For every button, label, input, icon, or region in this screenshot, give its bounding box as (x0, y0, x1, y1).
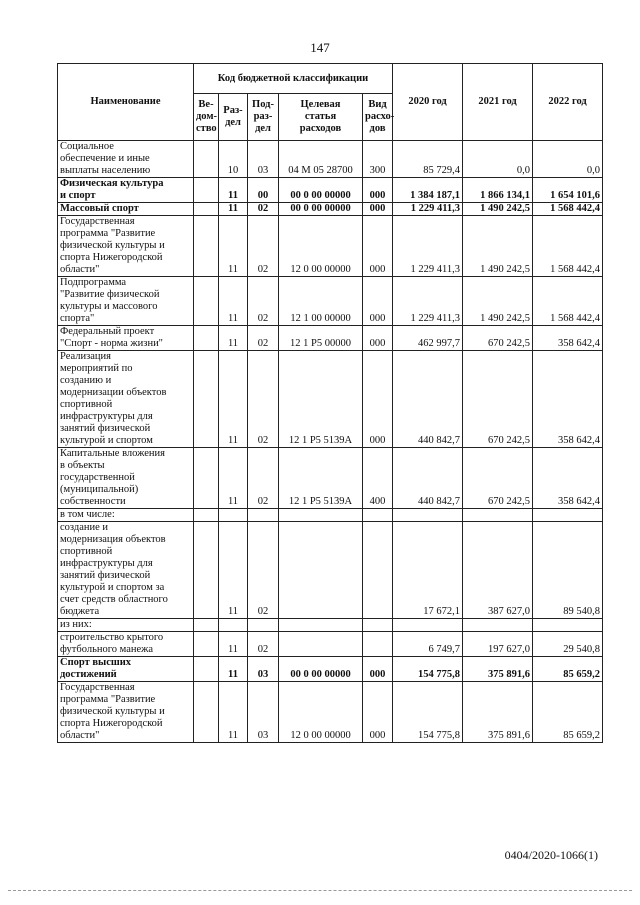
header-podrazdel: Под- раз- дел (248, 94, 279, 141)
cell-cel: 12 1 Р5 5139А (279, 448, 363, 509)
table-row (58, 216, 603, 277)
budget-table (57, 63, 603, 743)
cell-cel: 00 0 00 00000 (279, 178, 363, 203)
cell-name: в том числе: (58, 509, 194, 522)
cell-podrazdel: 02 (248, 277, 279, 326)
cell-y2022 (533, 509, 603, 522)
cell-podrazdel: 02 (248, 522, 279, 619)
cell-name: из них: (58, 619, 194, 632)
table-row (58, 682, 603, 743)
page-number: 147 (310, 40, 330, 55)
cell-y2021: 1 490 242,5 (463, 216, 533, 277)
cell-razdel: 11 (219, 216, 248, 277)
cell-name: строительство крытого футбольного манежа (58, 632, 194, 657)
cell-name: Реализация мероприятий по созданию и модернизации объектов спортивной инфраструктуры для занятий физической культурой и спортом (58, 351, 194, 448)
cell-ved (194, 619, 219, 632)
cell-name: Спорт высших достижений (58, 657, 194, 682)
cell-y2020: 1 229 411,3 (393, 203, 463, 216)
cell-vid: 000 (363, 277, 393, 326)
table-row (58, 351, 603, 448)
cell-ved (194, 178, 219, 203)
cell-y2020 (393, 619, 463, 632)
cell-podrazdel: 00 (248, 178, 279, 203)
cell-y2020: 1 229 411,3 (393, 216, 463, 277)
cell-y2022: 0,0 (533, 141, 603, 178)
cell-y2021: 375 891,6 (463, 657, 533, 682)
cell-podrazdel: 02 (248, 448, 279, 509)
cell-podrazdel: 03 (248, 141, 279, 178)
cell-ved (194, 351, 219, 448)
cell-y2021: 0,0 (463, 141, 533, 178)
cell-y2021: 670 242,5 (463, 448, 533, 509)
table-row (58, 632, 603, 657)
cell-y2022: 85 659,2 (533, 657, 603, 682)
cell-y2020: 154 775,8 (393, 657, 463, 682)
cell-y2021: 1 490 242,5 (463, 203, 533, 216)
cell-podrazdel: 03 (248, 657, 279, 682)
cell-y2022: 358 642,4 (533, 351, 603, 448)
table-row (58, 326, 603, 351)
cell-y2020: 462 997,7 (393, 326, 463, 351)
header-2022: 2022 год (533, 64, 603, 141)
header-vid: Вид расхо- дов (363, 94, 393, 141)
cell-y2021: 1 490 242,5 (463, 277, 533, 326)
cell-y2022: 358 642,4 (533, 448, 603, 509)
cell-ved (194, 141, 219, 178)
header-razdel: Раз- дел (219, 94, 248, 141)
table-body (58, 141, 603, 743)
cell-razdel (219, 619, 248, 632)
cell-cel: 12 1 Р5 5139А (279, 351, 363, 448)
header-name: Наименование (58, 64, 194, 141)
cell-y2021 (463, 509, 533, 522)
cell-y2020: 6 749,7 (393, 632, 463, 657)
cell-podrazdel: 02 (248, 351, 279, 448)
cell-cel: 00 0 00 00000 (279, 203, 363, 216)
cell-vid: 000 (363, 216, 393, 277)
cell-name: Подпрограмма "Развитие физической культуры и массового спорта" (58, 277, 194, 326)
cell-cel (279, 509, 363, 522)
table-row (58, 522, 603, 619)
cell-y2021: 387 627,0 (463, 522, 533, 619)
cell-podrazdel (248, 619, 279, 632)
cell-razdel: 11 (219, 203, 248, 216)
cell-cel: 00 0 00 00000 (279, 657, 363, 682)
cell-name: Федеральный проект "Спорт - норма жизни" (58, 326, 194, 351)
cell-y2021: 670 242,5 (463, 351, 533, 448)
cell-y2021: 197 627,0 (463, 632, 533, 657)
cell-y2020: 85 729,4 (393, 141, 463, 178)
cell-name: Капитальные вложения в объекты государственной (муниципальной) собственности (58, 448, 194, 509)
cell-y2022: 358 642,4 (533, 326, 603, 351)
cell-y2022 (533, 619, 603, 632)
cell-razdel: 10 (219, 141, 248, 178)
cell-y2021: 375 891,6 (463, 682, 533, 743)
cell-podrazdel: 02 (248, 203, 279, 216)
cell-vid: 000 (363, 682, 393, 743)
cell-podrazdel: 02 (248, 632, 279, 657)
cell-ved (194, 509, 219, 522)
cell-y2020: 1 229 411,3 (393, 277, 463, 326)
cell-vid: 000 (363, 178, 393, 203)
cell-y2020: 440 842,7 (393, 351, 463, 448)
table-row (58, 448, 603, 509)
cell-name: Государственная программа "Развитие физической культуры и спорта Нижегородской области" (58, 216, 194, 277)
table-row (58, 141, 603, 178)
cell-cel (279, 619, 363, 632)
cell-y2020: 17 672,1 (393, 522, 463, 619)
table-row (58, 178, 603, 203)
cell-podrazdel: 02 (248, 216, 279, 277)
cell-vid (363, 522, 393, 619)
cell-y2022: 85 659,2 (533, 682, 603, 743)
cell-y2021 (463, 619, 533, 632)
cell-ved (194, 522, 219, 619)
document-code: 0404/2020-1066(1) (504, 848, 598, 862)
header-ved: Ве- дом- ство (194, 94, 219, 141)
cell-podrazdel: 03 (248, 682, 279, 743)
cell-razdel: 11 (219, 657, 248, 682)
cell-vid (363, 619, 393, 632)
cell-y2022: 1 568 442,4 (533, 203, 603, 216)
cell-y2021: 1 866 134,1 (463, 178, 533, 203)
cell-name: создание и модернизация объектов спортивной инфраструктуры для занятий физической культурой и спортом за счет средств областного бюджета (58, 522, 194, 619)
cell-razdel: 11 (219, 632, 248, 657)
cell-name: Социальное обеспечение и иные выплаты населению (58, 141, 194, 178)
cell-vid: 400 (363, 448, 393, 509)
cell-razdel: 11 (219, 277, 248, 326)
cell-y2020: 440 842,7 (393, 448, 463, 509)
cell-vid (363, 632, 393, 657)
cell-razdel: 11 (219, 326, 248, 351)
cell-podrazdel (248, 509, 279, 522)
table-row (58, 657, 603, 682)
cell-vid: 000 (363, 351, 393, 448)
cell-y2022: 1 568 442,4 (533, 277, 603, 326)
cell-cel: 12 1 Р5 00000 (279, 326, 363, 351)
cell-razdel: 11 (219, 448, 248, 509)
cell-razdel: 11 (219, 682, 248, 743)
cell-ved (194, 216, 219, 277)
header-2021: 2021 год (463, 64, 533, 141)
cell-ved (194, 203, 219, 216)
cell-razdel: 11 (219, 522, 248, 619)
cell-cel: 04 М 05 28700 (279, 141, 363, 178)
cell-razdel: 11 (219, 351, 248, 448)
cell-razdel: 11 (219, 178, 248, 203)
cell-vid: 000 (363, 326, 393, 351)
table-row (58, 203, 603, 216)
table-row (58, 277, 603, 326)
cell-podrazdel: 02 (248, 326, 279, 351)
cell-ved (194, 657, 219, 682)
cell-vid: 300 (363, 141, 393, 178)
cell-vid (363, 509, 393, 522)
cell-cel (279, 522, 363, 619)
cell-y2022: 29 540,8 (533, 632, 603, 657)
cell-y2020: 1 384 187,1 (393, 178, 463, 203)
cell-vid: 000 (363, 203, 393, 216)
cell-razdel (219, 509, 248, 522)
cell-ved (194, 632, 219, 657)
table-row (58, 619, 603, 632)
cell-cel: 12 1 00 00000 (279, 277, 363, 326)
cell-ved (194, 682, 219, 743)
cell-cel: 12 0 00 00000 (279, 682, 363, 743)
cell-ved (194, 448, 219, 509)
cell-name: Государственная программа "Развитие физической культуры и спорта Нижегородской области" (58, 682, 194, 743)
cell-y2020 (393, 509, 463, 522)
header-cel: Целевая статья расходов (279, 94, 363, 141)
cell-ved (194, 277, 219, 326)
cell-y2022: 1 568 442,4 (533, 216, 603, 277)
cell-name: Физическая культура и спорт (58, 178, 194, 203)
table-row (58, 509, 603, 522)
cell-vid: 000 (363, 657, 393, 682)
cell-y2021: 670 242,5 (463, 326, 533, 351)
cell-cel: 12 0 00 00000 (279, 216, 363, 277)
cell-y2020: 154 775,8 (393, 682, 463, 743)
cell-y2022: 1 654 101,6 (533, 178, 603, 203)
cell-name: Массовый спорт (58, 203, 194, 216)
header-code-group: Код бюджетной классификации (194, 64, 393, 94)
cell-y2022: 89 540,8 (533, 522, 603, 619)
cell-ved (194, 326, 219, 351)
cell-cel (279, 632, 363, 657)
bottom-rule (8, 890, 632, 891)
header-2020: 2020 год (393, 64, 463, 141)
